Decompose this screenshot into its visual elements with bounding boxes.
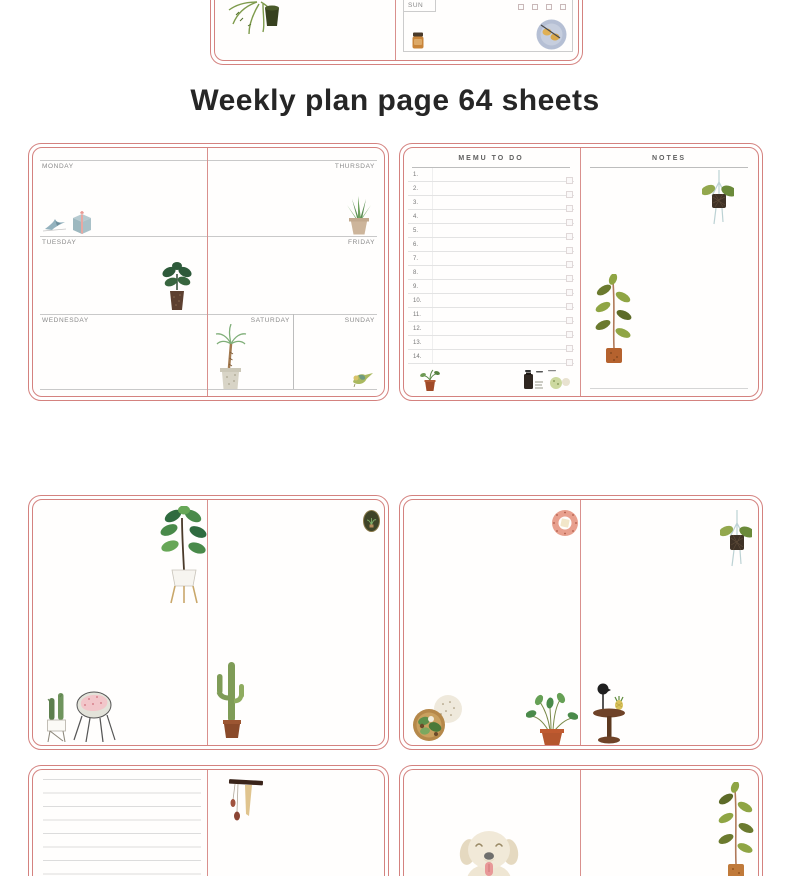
blank-pages-1 xyxy=(32,499,385,746)
tall-stem-plant-icon xyxy=(592,274,636,364)
lined-pages xyxy=(32,769,385,876)
swallow-bird-icon xyxy=(43,216,67,234)
dog-icon xyxy=(456,822,522,876)
todo-checkbox-icon xyxy=(566,359,573,366)
cactus-stand-icon xyxy=(45,690,71,742)
todo-row xyxy=(408,252,574,266)
checkbox-icon xyxy=(518,4,524,10)
todo-row xyxy=(408,238,574,252)
side-table-lamp-icon xyxy=(592,676,628,746)
todo-row xyxy=(408,322,574,336)
spine-divider xyxy=(207,148,209,396)
todo-number: 6. xyxy=(413,241,419,248)
todo-notes-pages xyxy=(403,147,759,397)
framed-plant-icon xyxy=(363,510,380,532)
todo-row xyxy=(408,210,574,224)
gift-box-icon xyxy=(70,209,94,235)
todo-row xyxy=(408,182,574,196)
todo-number: 1. xyxy=(413,171,419,178)
meal-day-cell xyxy=(404,0,436,12)
todo-number: 10. xyxy=(413,297,422,304)
day-label-wednesday: WEDNESDAY xyxy=(42,317,89,324)
checkbox-icon xyxy=(532,4,538,10)
notes-page-title: NOTES xyxy=(651,155,687,162)
todo-number: 12. xyxy=(413,325,422,332)
todo-row xyxy=(408,196,574,210)
todo-row xyxy=(408,294,574,308)
todo-number: 3. xyxy=(413,199,419,206)
blank-pages-2 xyxy=(403,499,759,746)
todo-row xyxy=(408,168,574,182)
todo-number: 11. xyxy=(413,311,421,318)
meal-plate-icon xyxy=(536,19,567,50)
todo-number: 13. xyxy=(413,339,422,346)
big-plant-white-pot-icon xyxy=(155,506,213,604)
todo-list xyxy=(408,168,574,364)
page-title: Weekly plan page 64 sheets xyxy=(190,84,600,117)
todo-number: 9. xyxy=(413,283,419,290)
todo-row xyxy=(408,280,574,294)
day-label-sunday: SUNDAY xyxy=(344,317,375,324)
weekly-plan-pages xyxy=(32,147,385,397)
ink-bottle-icon xyxy=(522,370,572,390)
spread-dog xyxy=(399,765,763,876)
todo-number: 14. xyxy=(413,353,422,360)
spread-lined xyxy=(28,765,389,876)
spread-blank-2 xyxy=(399,495,763,750)
spine-divider xyxy=(207,770,209,876)
todo-row xyxy=(408,266,574,280)
day-label-thursday: THURSDAY xyxy=(334,163,375,170)
todo-row xyxy=(408,350,574,364)
day-label-tuesday: TUESDAY xyxy=(42,239,77,246)
spread-weekly-plan xyxy=(28,143,389,401)
checkbox-icon xyxy=(546,4,552,10)
todo-page-title: MEMU TO DO xyxy=(458,155,524,162)
round-leaf-plant-icon xyxy=(161,260,193,312)
hanging-fern-icon xyxy=(227,0,297,44)
todo-row xyxy=(408,336,574,350)
spread-blank-1 xyxy=(28,495,389,750)
cushion-chair-icon xyxy=(69,686,119,742)
aloe-pot-icon xyxy=(343,195,375,235)
macrame-hanging-plant-icon xyxy=(702,170,734,230)
day-label-saturday: SATURDAY xyxy=(250,317,290,324)
palm-pot-icon xyxy=(215,324,247,389)
ruled-lines xyxy=(43,779,201,876)
salad-plates-icon xyxy=(410,692,468,744)
tall-cactus-icon xyxy=(213,656,249,742)
macrame-hanging-plant-icon xyxy=(720,510,752,572)
meal-day-label: SUN xyxy=(408,2,424,9)
todo-number: 5. xyxy=(413,227,419,234)
spread-meal-plan-partial xyxy=(210,0,583,65)
tall-stem-plant-icon xyxy=(716,782,756,876)
small-potted-plant-icon xyxy=(418,368,442,392)
hanging-mobile-icon xyxy=(225,774,269,836)
spine-divider xyxy=(580,770,582,876)
spine-divider xyxy=(580,148,582,396)
spread-todo-notes xyxy=(399,143,763,401)
pink-wreath-icon xyxy=(550,508,580,538)
green-bird-icon xyxy=(351,371,374,387)
spread-meal-plan-pages xyxy=(214,0,579,61)
dog-pages xyxy=(403,769,759,876)
todo-number: 4. xyxy=(413,213,419,220)
meal-jar-icon xyxy=(412,32,424,49)
todo-row xyxy=(408,224,574,238)
checkbox-icon xyxy=(560,4,566,10)
todo-number: 7. xyxy=(413,255,419,262)
todo-number: 2. xyxy=(413,185,419,192)
spine-divider xyxy=(395,0,397,60)
day-label-friday: FRIDAY xyxy=(348,239,375,246)
todo-row xyxy=(408,308,574,322)
pothos-pot-icon xyxy=(526,692,578,746)
meal-grid xyxy=(403,0,573,52)
todo-number: 8. xyxy=(413,269,419,276)
day-label-monday: MONDAY xyxy=(42,163,74,170)
